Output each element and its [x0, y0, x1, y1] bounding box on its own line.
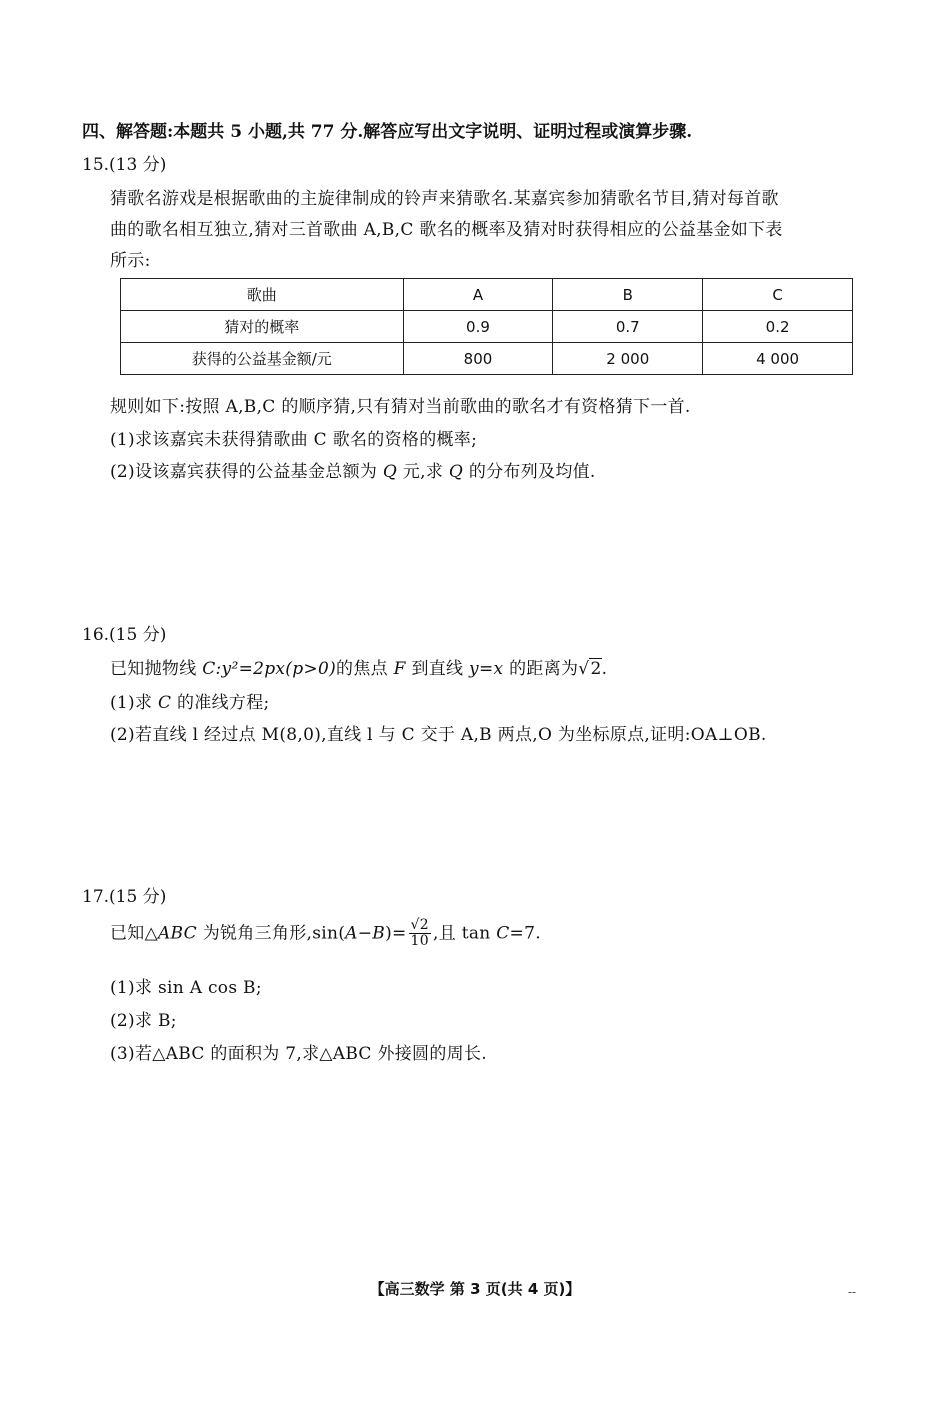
q17-number: 17.(15 分): [82, 887, 167, 907]
table-cell: 0.2: [703, 311, 853, 343]
q16-part2: (2)若直线 l 经过点 M(8,0),直线 l 与 C 交于 A,B 两点,O 为坐标原点,证明:OA⊥OB.: [110, 725, 767, 745]
table-row: [121, 343, 853, 375]
q16-stem-var-c: C: [202, 659, 216, 679]
q17-stem-text-b: 为锐角三角形,sin(: [196, 923, 346, 944]
table-row: [121, 311, 853, 343]
section-heading: 四、解答题:本题共 5 小题,共 77 分.解答应写出文字说明、证明过程或演算步骤.: [82, 122, 693, 142]
q15-part2-var-q: Q: [382, 462, 398, 482]
q15-part2-text-c: 的分布列及均值.: [463, 462, 596, 482]
q16-number: 16.(15 分): [82, 625, 167, 645]
q16-part1-text-a: (1)求: [110, 693, 158, 713]
q17-part2: (2)求 B;: [110, 1011, 177, 1031]
q15-intro-line3: 所示:: [110, 251, 151, 271]
q16-stem-equation: :y²=2px(p>0): [215, 659, 337, 679]
q15-part2: [110, 457, 596, 482]
q17-part3: (3)若△ABC 的面积为 7,求△ABC 外接圆的周长.: [110, 1044, 487, 1064]
q16-stem-text-b: 的焦点: [336, 659, 394, 679]
q17-stem-angle-diff: A−B: [345, 923, 386, 944]
q15-number: 15.(13 分): [82, 155, 167, 175]
q16-stem-radicand: 2: [590, 659, 602, 679]
q15-part2-var-q2: Q: [448, 462, 464, 482]
q17-stem-text-d: ,且 tan: [432, 923, 497, 944]
q17-stem: [110, 918, 541, 950]
table-cell: 猜对的概率: [121, 311, 404, 343]
table-cell: 2 000: [553, 343, 703, 375]
table-cell: 0.7: [553, 311, 703, 343]
q17-part1: (1)求 sin A cos B;: [110, 978, 262, 998]
q16-stem-text-c: 到直线: [405, 659, 470, 679]
fraction-denominator: 10: [410, 933, 429, 950]
q16-stem-text-e: .: [601, 659, 608, 679]
table-row: [121, 279, 853, 311]
page-footer: 【高三数学 第 3 页(共 4 页)】: [369, 1280, 581, 1298]
table-cell: 歌曲: [121, 279, 404, 311]
fraction-numerator: √2: [410, 917, 429, 933]
q15-part2-text-a: (2)设该嘉宾获得的公益基金总额为: [110, 462, 383, 482]
table-cell: 800: [403, 343, 553, 375]
q16-stem-var-f: F: [393, 659, 406, 679]
q17-stem-triangle: ABC: [157, 923, 197, 944]
q17-stem-var-c: C: [496, 923, 510, 944]
q16-stem-text-d: 的距离为√: [503, 659, 590, 679]
q15-part1: (1)求该嘉宾未获得猜歌曲 C 歌名的资格的概率;: [110, 430, 478, 450]
q16-stem-line: y=x: [469, 659, 504, 679]
q17-stem-text-c: )=: [385, 923, 407, 944]
q15-rule: 规则如下:按照 A,B,C 的顺序猜,只有猜对当前歌曲的歌名才有资格猜下一首.: [110, 397, 691, 417]
table-cell: A: [403, 279, 553, 311]
table-cell: 0.9: [403, 311, 553, 343]
q15-intro-line1: 猜歌名游戏是根据歌曲的主旋律制成的铃声来猜歌名.某嘉宾参加猜歌名节目,猜对每首歌: [110, 189, 779, 209]
q16-part1-text-b: 的准线方程;: [171, 693, 270, 713]
q16-part1: [110, 688, 270, 713]
q17-stem-text-a: 已知△: [110, 923, 158, 944]
q16-stem: [110, 654, 607, 679]
q15-intro-line2: 曲的歌名相互独立,猜对三首歌曲 A,B,C 歌名的概率及猜对时获得相应的公益基金如下表: [110, 220, 783, 240]
table-cell: B: [553, 279, 703, 311]
table-cell: 4 000: [703, 343, 853, 375]
q16-part1-var-c: C: [157, 693, 172, 713]
corner-mark: --: [848, 1285, 857, 1299]
q16-stem-text-a: 已知抛物线: [110, 659, 203, 679]
table-cell: 获得的公益基金额/元: [121, 343, 404, 375]
q15-table: [120, 278, 853, 375]
table-cell: C: [703, 279, 853, 311]
q15-part2-text-b: 元,求: [397, 462, 449, 482]
q17-stem-text-e: =7.: [509, 923, 541, 944]
q17-stem-fraction: [409, 918, 431, 950]
